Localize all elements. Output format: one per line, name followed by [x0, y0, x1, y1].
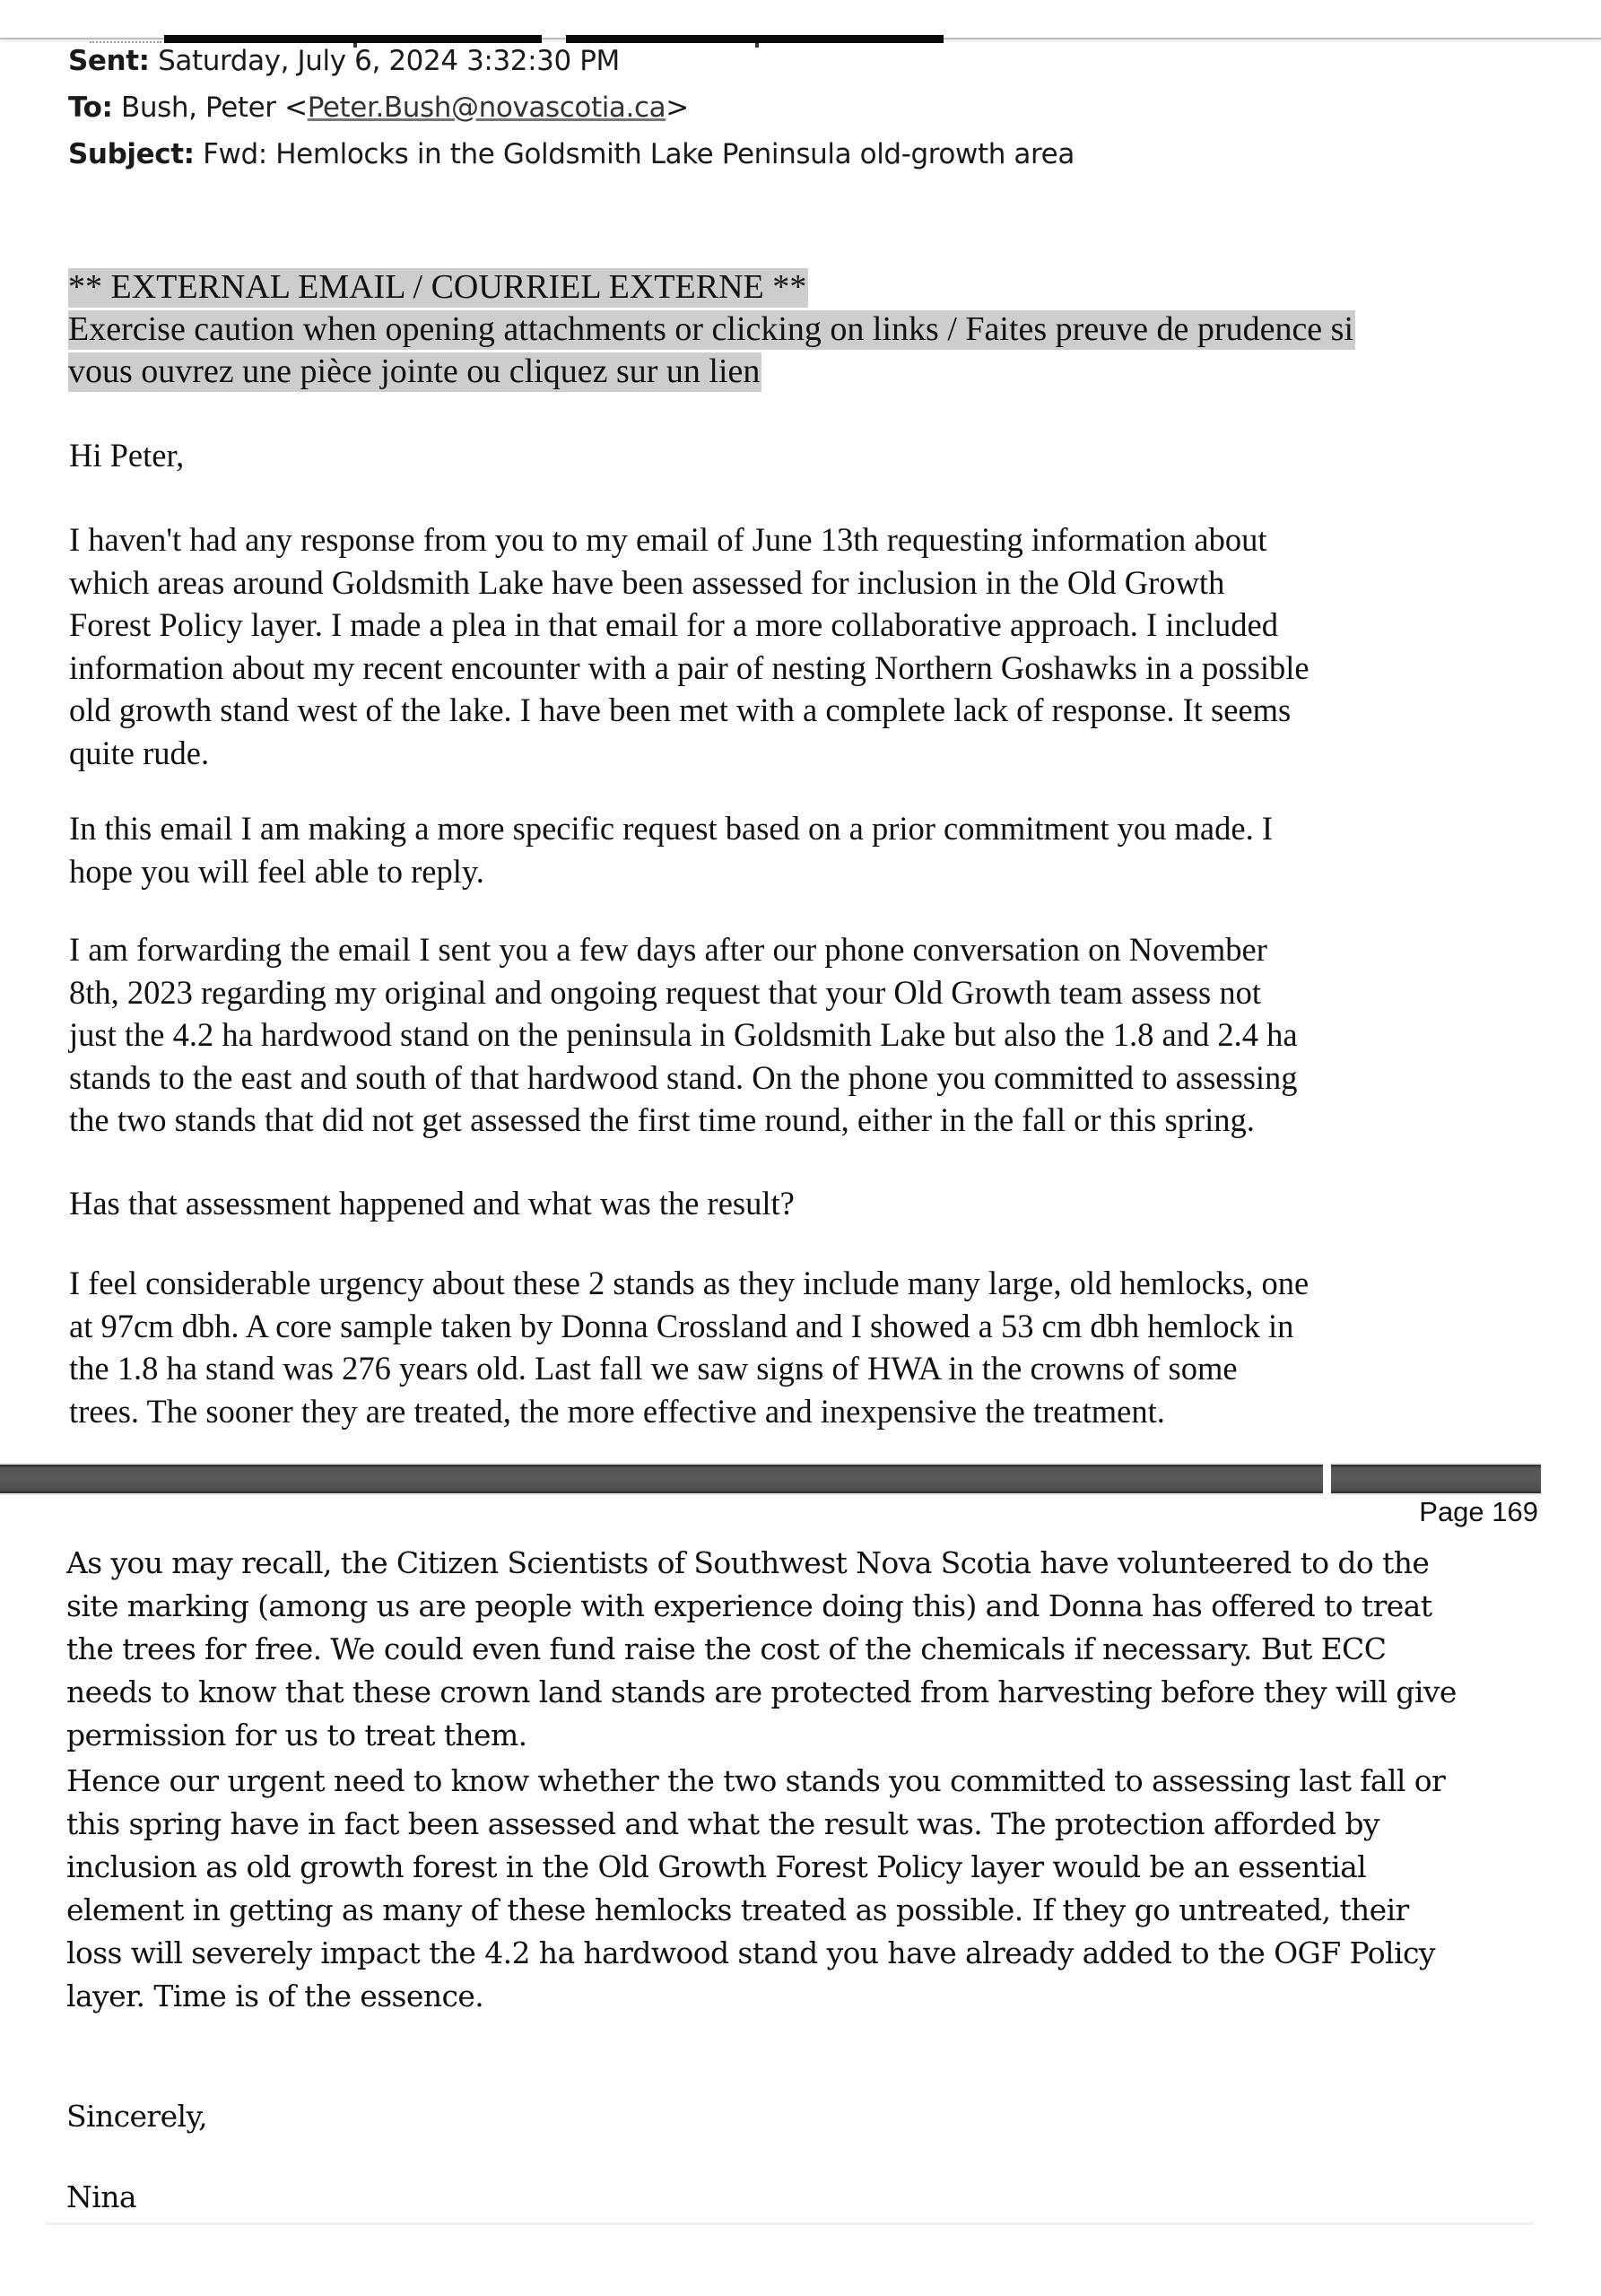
to-label: To: [68, 91, 113, 124]
to-name: Bush, Peter < [121, 91, 308, 124]
page-break-bar [1331, 1463, 1541, 1495]
redaction-bar [164, 35, 542, 43]
to-email-link[interactable]: Peter.Bush@novascotia.ca [307, 91, 666, 124]
page-number: Page 169 [1419, 1496, 1538, 1527]
redacted-field-label [90, 34, 161, 43]
banner-line: vous ouvrez une pièce jointe ou cliquez sur un lien [68, 352, 761, 390]
subject-row [68, 136, 1075, 172]
banner-line: ** EXTERNAL EMAIL / COURRIEL EXTERNE ** [68, 268, 807, 306]
closing: Sincerely, [66, 2099, 208, 2134]
to-close: > [666, 91, 689, 124]
body-paragraph-4: Has that assessment happened and what was the result? [69, 1185, 795, 1222]
signature: Nina [66, 2179, 136, 2214]
page-break-bar [0, 1463, 1323, 1495]
subject-value: Fwd: Hemlocks in the Goldsmith Lake Peninsula old-growth area [203, 138, 1075, 170]
greeting: Hi Peter, [69, 437, 185, 474]
body-paragraph-3: I am forwarding the email I sent you a few days after our phone conversation on November 8th, 2023 regarding my original and ongoing request that your Old Growth team assess not just the 4.2 ha hardwood stand on the peninsula in Goldsmith Lake but also the 1.8 and 2.4 ha stands to the east and south of that hardwood stand. On the phone you committed to assessing the two stands that did not get assessed the first time round, either in the fall or this spring. [69, 931, 1298, 1138]
page2-paragraph-2: Hence our urgent need to know whether the two stands you committed to assessing last fall or this spring have in fact been assessed and what the result was. The protection afforded by inclusion as old growth forest in the Old Growth Forest Policy layer would be an essential element in getting as many of these hemlocks treated as possible. If they go untreated, their loss will severely impact the 4.2 ha hardwood stand you have already added to the OGF Policy layer. Time is of the essence. [66, 1763, 1446, 2013]
redaction-bar [566, 35, 944, 43]
redaction-mark [755, 43, 759, 48]
sent-label: Sent: [68, 45, 150, 77]
body-paragraph-5: I feel considerable urgency about these 2 stands as they include many large, old hemlocks, one at 97cm dbh. A core sample taken by Donna Crossland and I showed a 53 cm dbh hemlock in the 1.8 ha stand was 276 years old. Last fall we saw signs of HWA in the crowns of some trees. The sooner they are treated, the more effective and inexpensive the treatment. [69, 1265, 1310, 1430]
external-email-banner [68, 266, 1355, 393]
page2-paragraph-1: As you may recall, the Citizen Scientists of Southwest Nova Scotia have volunteered to do the site marking (among us are people with experience doing this) and Donna has offered to treat the trees for free. We could even fund raise the cost of the chemicals if necessary. But ECC needs to know that these crown land stands are protected from harvesting before they will give permission for us to treat them. [66, 1545, 1457, 1752]
bottom-divider-line [45, 2222, 1534, 2225]
body-paragraph-2: In this email I am making a more specific request based on a prior commitment you made. I hope you will feel able to reply. [69, 810, 1273, 890]
sent-value: Saturday, July 6, 2024 3:32:30 PM [158, 45, 620, 77]
banner-line: Exercise caution when opening attachments or clicking on links / Faites preuve de prudence si [68, 310, 1354, 348]
subject-label: Subject: [68, 138, 195, 170]
sent-row [68, 43, 620, 79]
to-row [68, 90, 689, 126]
body-paragraph-1: I haven't had any response from you to my email of June 13th requesting information about which areas around Goldsmith Lake have been assessed for inclusion in the Old Growth Forest Policy layer. I made a plea in that email for a more collaborative approach. I included information about my recent encounter with a pair of nesting Northern Goshawks in a possible old growth stand west of the lake. I have been met with a complete lack of response. It seems quite rude. [69, 521, 1310, 771]
